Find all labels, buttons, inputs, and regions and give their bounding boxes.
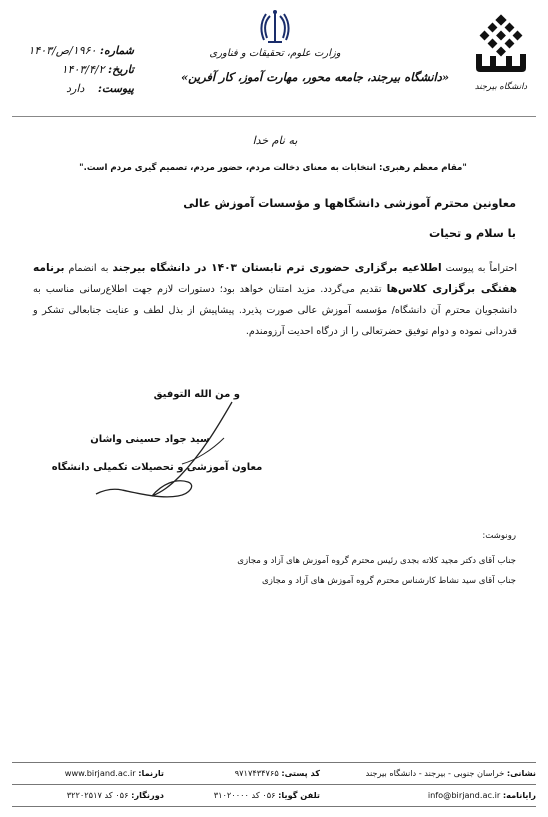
footer-divider-bottom — [12, 806, 536, 807]
ref-number-value: ۱۹۶۰/ص/۱۴۰۳ — [28, 44, 97, 57]
phone-value: ۰۵۶ کد ۳۱۰۲۰۰۰۰ — [213, 790, 276, 800]
footer-phone — [170, 790, 320, 800]
footer-divider-top — [12, 762, 536, 763]
footer-postal — [170, 768, 320, 778]
invocation: به نام خدا — [252, 134, 298, 147]
postal-label: کد پستی: — [281, 768, 320, 778]
body-bold-announcement: اطلاعیه برگزاری حضوری ترم تابستان ۱۴۰۳ در دانشگاه بیرجند — [112, 262, 442, 274]
footer-address — [300, 768, 536, 778]
university-motto: «دانشگاه بیرجند، جامعه محور، مهارت آموز، کار آفرین» — [180, 70, 450, 84]
cc-line-2: جناب آقای سید نشاط کارشناس محترم گروه آموزش های آزاد و مجازی — [262, 576, 516, 586]
footer-website — [14, 768, 164, 778]
email-label: رایانامه: — [502, 790, 536, 800]
ref-number-row — [16, 44, 134, 63]
date-value: ۱۴۰۳/۴/۲ — [61, 63, 105, 76]
website-label: تارنما: — [138, 768, 164, 778]
national-emblem — [258, 8, 292, 46]
footer-email — [300, 790, 536, 800]
signatory-title: معاون آموزشی و تحصیلات تکمیلی دانشگاه — [51, 462, 263, 473]
date-row — [16, 63, 134, 82]
date-label: تاریخ: — [108, 63, 134, 76]
fax-label: دورنگار: — [131, 790, 164, 800]
closing: و من الله التوفیق — [153, 389, 240, 400]
signatory-name: سید جواد حسینی واشان — [90, 434, 210, 445]
attachment-label: پیوست: — [97, 82, 134, 95]
body-intro: احتراماً به پیوست — [441, 263, 517, 274]
attachment-row — [16, 82, 134, 101]
body-mid: به انضمام — [64, 263, 113, 274]
address-value: خراسان جنوبی - بیرجند - دانشگاه بیرجند — [365, 768, 505, 778]
website-link[interactable]: www.birjand.ac.ir — [64, 768, 136, 778]
reference-block — [16, 44, 134, 101]
iran-emblem-icon — [258, 8, 292, 46]
ministry-name: وزارت علوم، تحقیقات و فناوری — [209, 48, 341, 59]
postal-value: ۹۷۱۷۴۳۴۷۶۵ — [234, 768, 279, 778]
handwritten-signature — [92, 398, 252, 508]
salutation: با سلام و تحیات — [428, 227, 516, 240]
body-rest: تقدیم می‌گردد. مزید امتنان خواهد بود؛ دستورات لازم جهت اطلاع‌رسانی مناسب به دانشجویان محترم آن دانشگاه/ مؤسسه آموزش عالی صورت پذیرد. پیشاپیش از بذل لطف و عنایت جنابعالی تشکر و قدردانی نموده و دوام توفیق حضرتعالی را از درگاه احدیت آرزومندم. — [33, 284, 517, 337]
body-bold-schedule: برنامه هفتگی برگزاری کلاس‌ها — [33, 262, 517, 295]
address-label: نشانی: — [506, 768, 536, 778]
phone-label: تلفن گویا: — [278, 790, 320, 800]
quote: "مقام معظم رهبری: انتخابات به معنای دخالت مردم، حضور مردم، تصمیم گیری مردم است." — [79, 163, 467, 173]
header-divider — [12, 116, 536, 117]
university-logo — [470, 14, 532, 94]
ref-number-label: شماره: — [99, 44, 134, 57]
logo-caption: دانشگاه بیرجند — [474, 82, 528, 92]
email-link[interactable]: info@birjand.ac.ir — [427, 790, 501, 800]
cc-label: رونوشت: — [482, 531, 516, 541]
letter-body — [33, 258, 517, 342]
attachment-value: دارد — [66, 82, 85, 95]
university-emblem-icon — [470, 14, 532, 76]
fax-value: ۰۵۶ کد ۳۲۲۰۲۵۱۷ — [66, 790, 129, 800]
footer-fax — [14, 790, 164, 800]
recipient: معاونین محترم آموزشی دانشگاهها و مؤسسات آموزش عالی — [183, 197, 516, 210]
cc-line-1: جناب آقای دکتر مجید کلاته بجدی رئیس محترم گروه آموزش های آزاد و مجازی — [237, 556, 516, 566]
footer-divider-mid — [12, 784, 536, 785]
